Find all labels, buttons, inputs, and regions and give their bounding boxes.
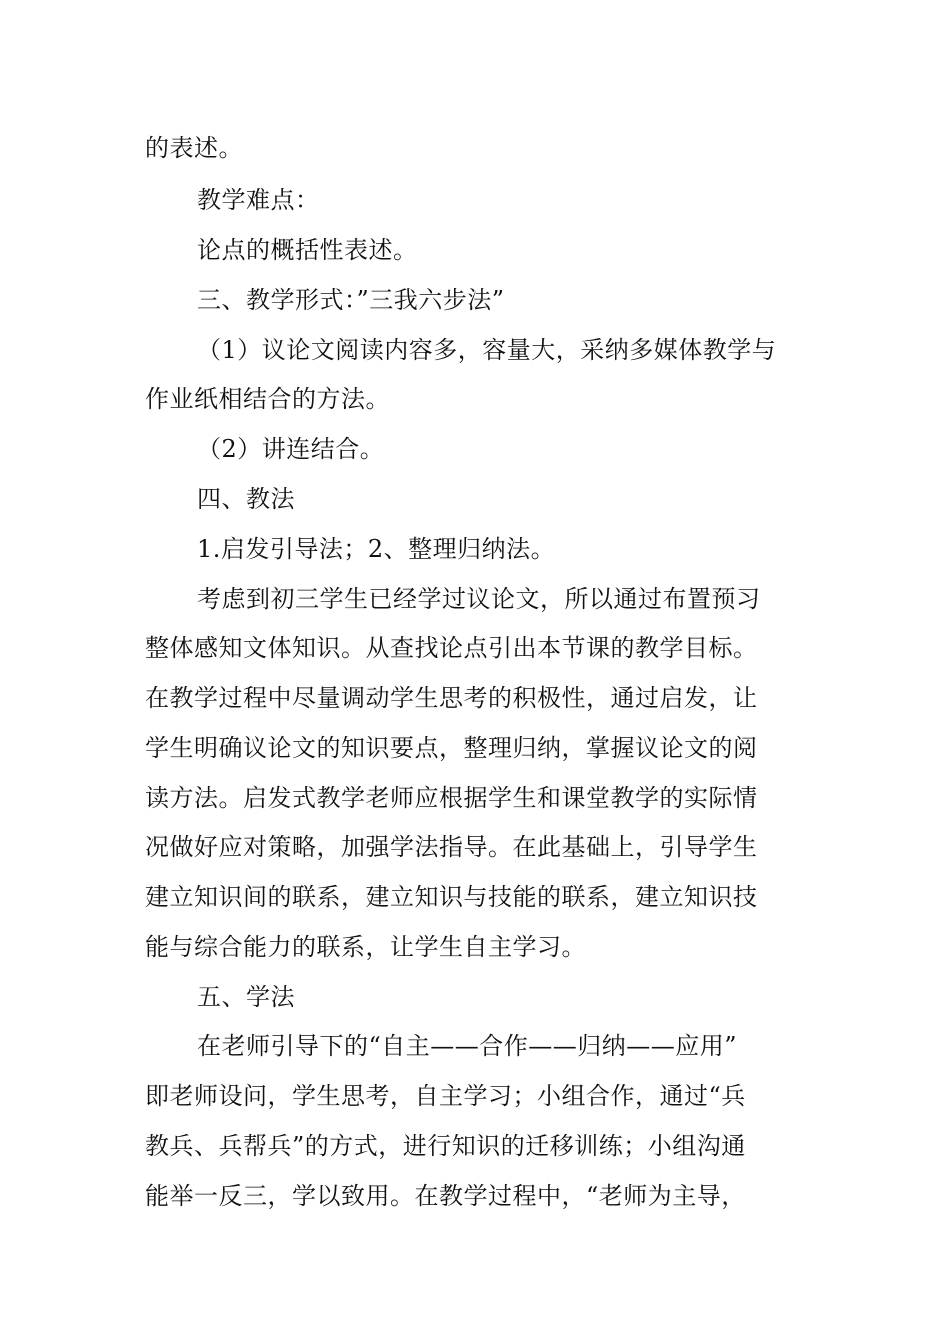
text-line: 建立知识间的联系，建立知识与技能的联系，建立知识技	[145, 883, 758, 911]
text-line: （1）议论文阅读内容多，容量大，采纳多媒体教学与	[197, 336, 777, 364]
text-line: 整体感知文体知识。从查找论点引出本节课的教学目标。	[145, 634, 758, 662]
text-line: 能举一反三，学以致用。在教学过程中，“老师为主导，	[145, 1182, 746, 1210]
text-line: 教兵、兵帮兵”的方式，进行知识的迁移训练；小组沟通	[145, 1132, 746, 1160]
text-line: 教学难点：	[197, 186, 320, 214]
section-heading: 五、学法	[197, 983, 295, 1011]
section-heading: 四、教法	[197, 485, 295, 513]
text-line: 论点的概括性表述。	[197, 236, 418, 264]
text-line: 在教学过程中尽量调动学生思考的积极性，通过启发，让	[145, 684, 758, 712]
section-heading: 三、教学形式：”三我六步法”	[197, 286, 505, 314]
text-line: 能与综合能力的联系，让学生自主学习。	[145, 933, 586, 961]
text-line: 即老师设问，学生思考，自主学习；小组合作，通过“兵	[145, 1082, 746, 1110]
text-line: 考虑到初三学生已经学过议论文，所以通过布置预习	[197, 585, 761, 613]
text-line: 的表述。	[145, 134, 243, 162]
text-line: 况做好应对策略，加强学法指导。在此基础上，引导学生	[145, 833, 758, 861]
text-line: 在老师引导下的“自主——合作——归纳——应用”	[197, 1032, 738, 1060]
text-line: （2）讲连结合。	[197, 435, 385, 463]
text-line: 作业纸相结合的方法。	[145, 385, 390, 413]
text-line: 学生明确议论文的知识要点，整理归纳，掌握议论文的阅	[145, 734, 758, 762]
text-line: 读方法。启发式教学老师应根据学生和课堂教学的实际情	[145, 784, 758, 812]
text-line: 1.启发引导法；2、整理归纳法。	[197, 535, 556, 563]
